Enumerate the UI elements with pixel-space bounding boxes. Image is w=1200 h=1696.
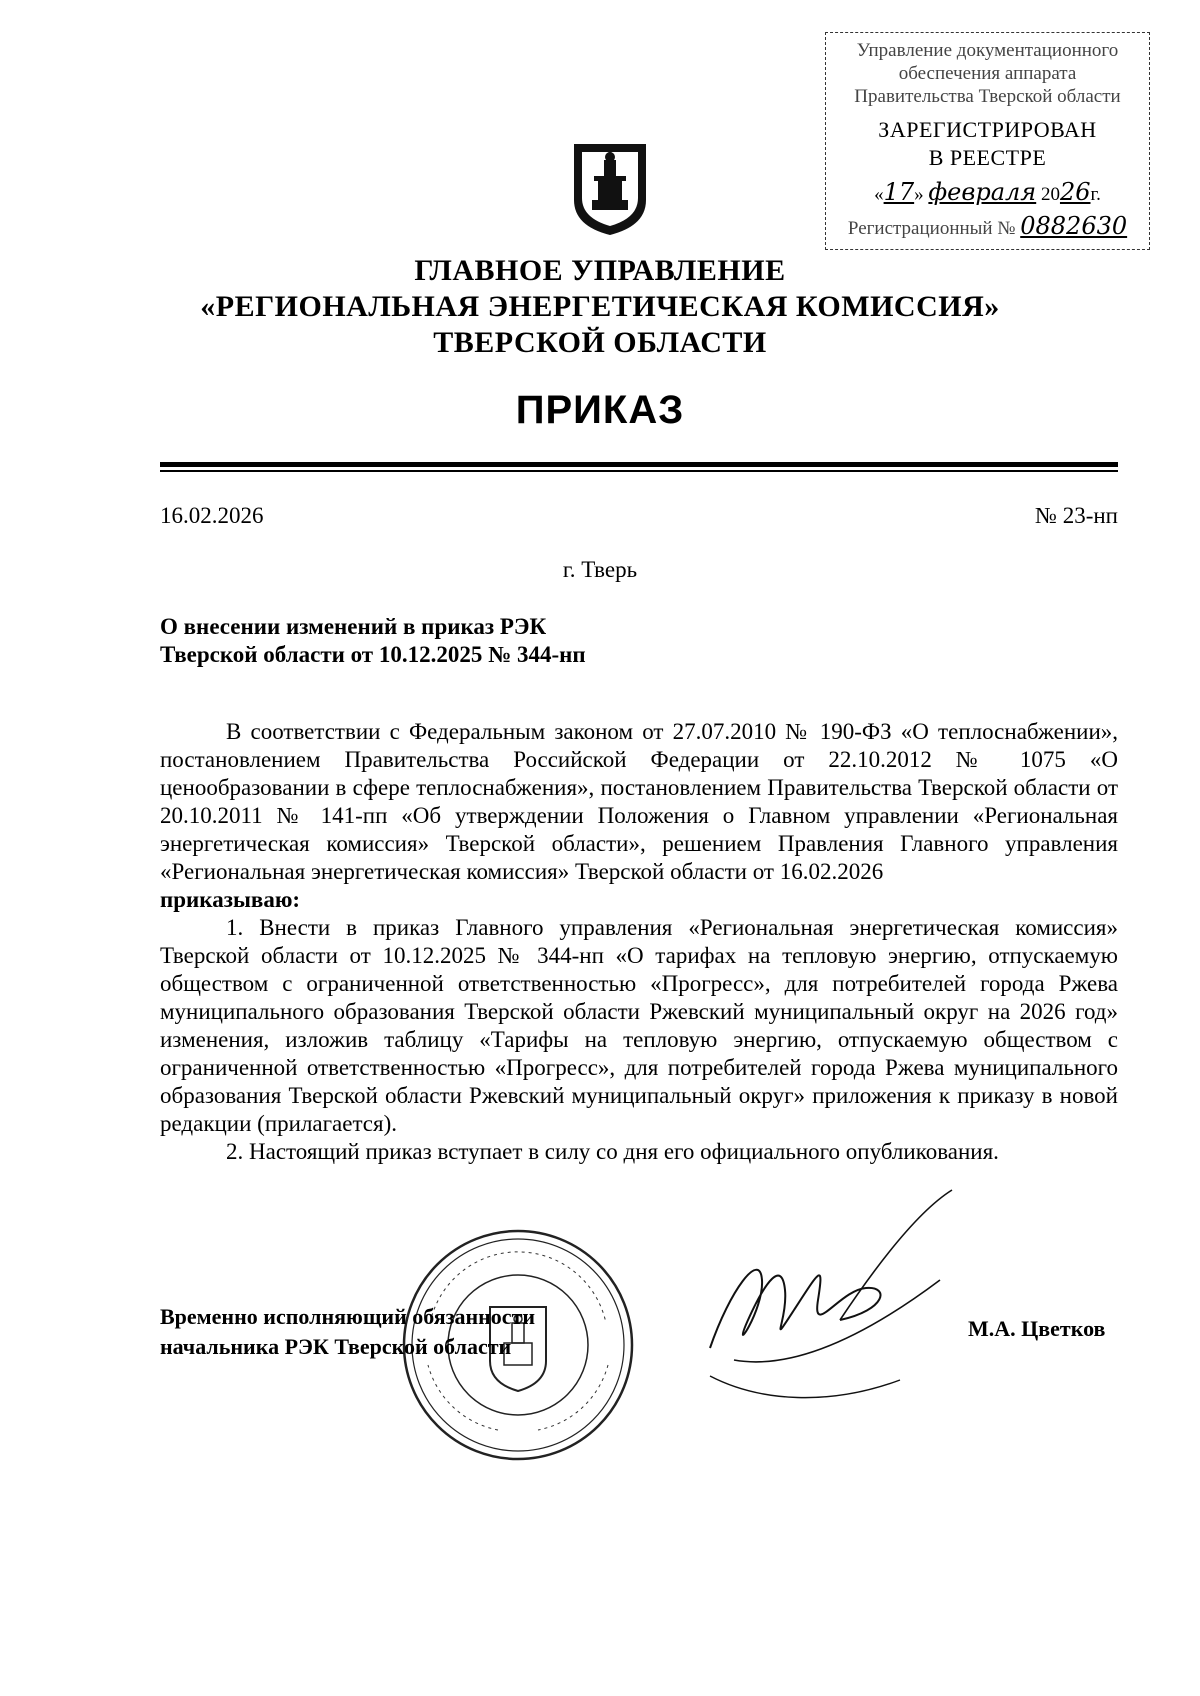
signer-title-line-2: начальника РЭК Тверской области xyxy=(160,1334,512,1359)
stamp-date-year-suffix: 26 xyxy=(1059,178,1091,206)
registration-stamp xyxy=(825,32,1150,250)
stamp-reg-number-row xyxy=(836,212,1139,240)
subject-line-2: Тверской области от 10.12.2025 № 344-нп xyxy=(160,642,586,667)
body-order-word: приказываю: xyxy=(160,887,301,912)
body-item-2: 2. Настоящий приказ вступает в силу со дня его официального опубликования. xyxy=(226,1139,999,1164)
stamp-date-day: 17 xyxy=(883,178,915,206)
coat-of-arms-icon xyxy=(570,138,650,238)
subject-line-1: О внесении изменений в приказ РЭК xyxy=(160,614,547,639)
header-rule-thin xyxy=(160,470,1118,472)
document-city: г. Тверь xyxy=(562,557,638,582)
document-body xyxy=(160,718,1118,1166)
document-type: ПРИКАЗ xyxy=(515,388,685,432)
stamp-date-year-prefix: 20 xyxy=(1040,184,1060,205)
stamp-status-line-2: В РЕЕСТРЕ xyxy=(928,145,1047,170)
header-rule-thick xyxy=(160,462,1118,467)
handwritten-signature xyxy=(690,1170,970,1410)
org-name-line-1: ГЛАВНОЕ УПРАВЛЕНИЕ xyxy=(414,254,786,287)
stamp-date: «17» февраля 2026г. xyxy=(874,178,1101,206)
body-item-1: 1. Внести в приказ Главного управления «Региональная энергетическая комиссия» Тверской области от 10.12.2025 № 344-нп «О тарифах на тепловую энергию, отпускаемую обществом с ограниченной ответственностью «Прогресс», для потребителей города Ржева муниципального образования Тверской области Ржевский муниципальный округ на 2026 год» изменения, изложив таблицу «Тарифы на тепловую энергию, отпускаемую обществом с ограниченной ответственностью «Прогресс», для потребителей города Ржева муниципального образования Тверской области Ржевский муниципальный округ» приложения к приказу в новой редакции (прилагается). xyxy=(160,915,1118,1136)
stamp-date-year-unit: г. xyxy=(1090,184,1101,205)
org-name-line-3: ТВЕРСКОЙ ОБЛАСТИ xyxy=(433,326,767,359)
stamp-date-month: февраля xyxy=(928,178,1037,206)
stamp-line-2: обеспечения аппарата xyxy=(898,63,1077,84)
document-date: 16.02.2026 xyxy=(160,503,264,528)
document-number: № 23-нп xyxy=(1035,503,1118,528)
stamp-reg-number: 0882630 xyxy=(1020,212,1128,240)
signer-name: М.А. Цветков xyxy=(968,1316,1106,1341)
document-subject xyxy=(160,613,720,669)
stamp-line-1: Управление документационного xyxy=(856,40,1119,61)
signer-title-line-1: Временно исполняющий обязанности xyxy=(160,1304,536,1329)
stamp-reg-number-label: Регистрационный № xyxy=(847,218,1016,239)
body-preamble: В соответствии с Федеральным законом от 27.07.2010 № 190-ФЗ «О теплоснабжении», постановлением Правительства Российской Федерации от 22.10.2012 № 1075 «О ценообразовании в сфере теплоснабжения», постановлением Правительства Тверской области от 20.10.2011 № 141-пп «Об утверждении Положения о Главном управлении «Региональная энергетическая комиссия» Тверской области», решением Правления Главного управления «Региональная энергетическая комиссия» Тверской области от 16.02.2026 xyxy=(160,719,1118,884)
stamp-status-line-1: ЗАРЕГИСТРИРОВАН xyxy=(878,117,1097,142)
signer-title xyxy=(160,1302,535,1362)
stamp-line-3: Правительства Тверской области xyxy=(854,86,1121,107)
org-name-line-2: «РЕГИОНАЛЬНАЯ ЭНЕРГЕТИЧЕСКАЯ КОМИССИЯ» xyxy=(200,290,1000,323)
